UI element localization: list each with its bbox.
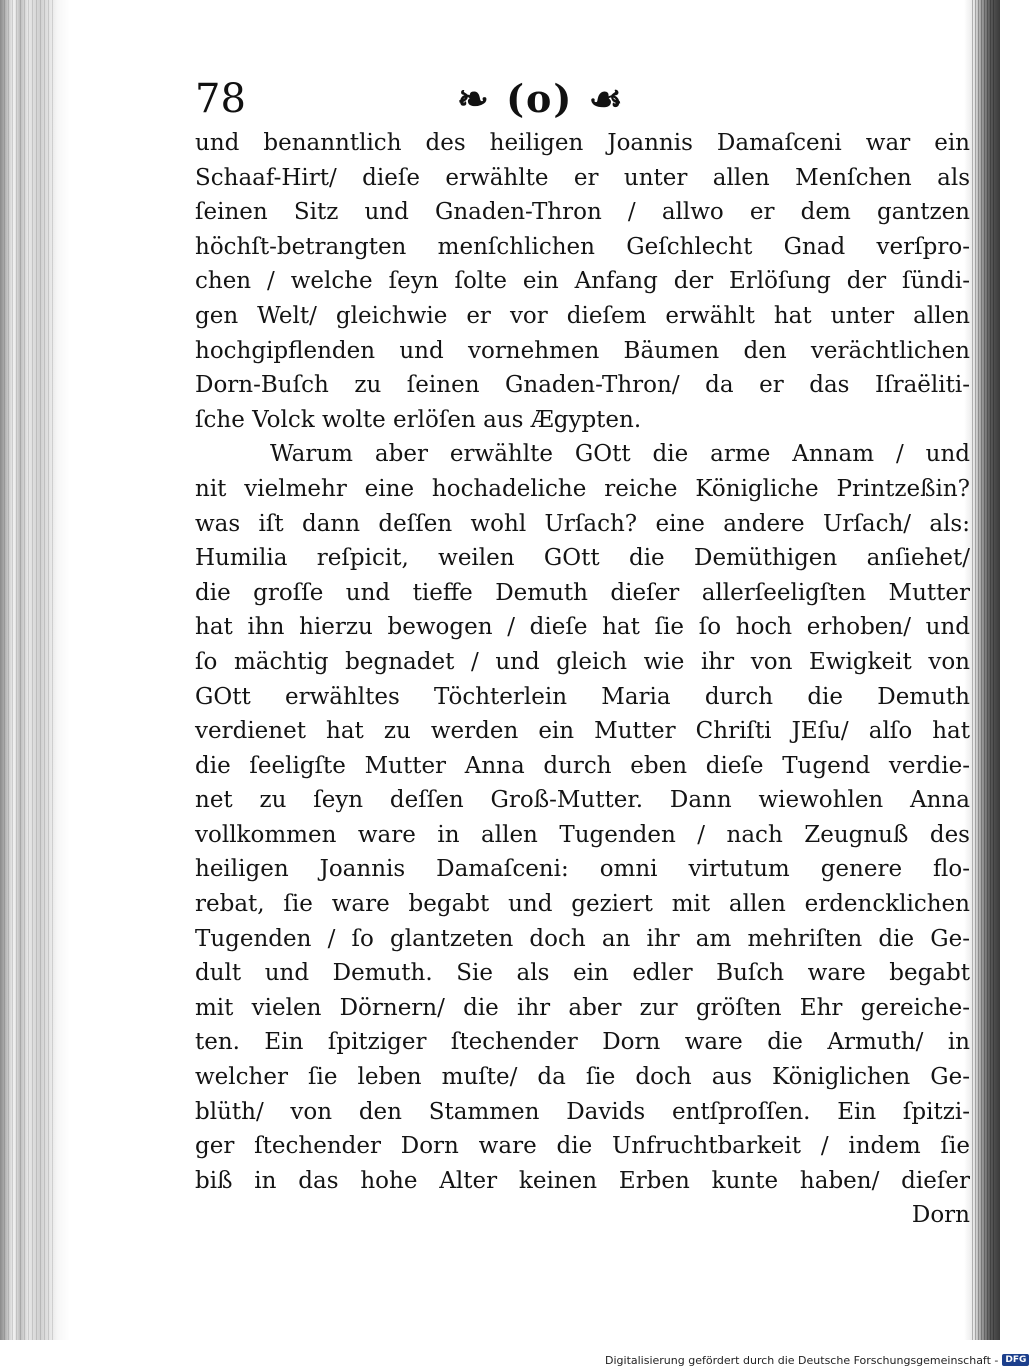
text-line: Tugenden / ſo glantzeten doch an ihr am mehriſten die Ge- (195, 925, 970, 952)
text-line: nit vielmehr eine hochadeliche reiche Königliche Printzeßin? (195, 475, 970, 502)
text-line: net zu ſeyn deſſen Groß-Mutter. Dann wiewohlen Anna (195, 787, 970, 814)
text-line: gen Welt/ gleichwie er vor dieſem erwählt hat unter allen (195, 302, 970, 329)
text-line: ger ſtechender Dorn ware die Unfruchtbarkeit / indem ſie (195, 1133, 970, 1160)
digitization-footer (605, 1350, 1027, 1370)
page-header (195, 76, 975, 128)
body-text (195, 126, 970, 1233)
text-line: heiligen Joannis Damaſceni: omni virtutum genere flo- (195, 856, 970, 883)
text-line: ſeinen Sitz und Gnaden-Thron / allwo er dem gantzen (195, 199, 970, 226)
text-line: Warum aber erwählte GOtt die arme Annam / und (270, 441, 970, 468)
catchword: Dorn (911, 1202, 970, 1229)
text-line: die ſeeligſte Mutter Anna durch eben dieſe Tugend verdie- (195, 752, 970, 779)
header-ornament: ❧ (o) ☙ (457, 76, 625, 121)
text-line: blüth/ von den Stammen Davids entſproſſen. Ein ſpitzi- (195, 1098, 970, 1125)
text-line: welcher ſie leben muſte/ da ſie doch aus Königlichen Ge- (195, 1064, 970, 1091)
right-edge-texture (972, 0, 994, 1340)
text-line: vollkommen ware in allen Tugenden / nach Zeugnuß des (195, 821, 970, 848)
dfg-logo-badge: DFG (1002, 1354, 1029, 1366)
text-line: mit vielen Dörnern/ die ihr aber zur gröſten Ehr gereiche- (195, 994, 970, 1021)
text-line: biß in das hohe Alter keinen Erben kunte haben/ dieſer (195, 1167, 970, 1194)
text-line: ſche Volck wolte erlöſen aus Ægypten. (195, 406, 642, 433)
text-line: Schaaf-Hirt/ dieſe erwählte er unter allen Menſchen als (195, 164, 970, 191)
text-line: Dorn-Buſch zu ſeinen Gnaden-Thron/ da er das Iſraëliti- (195, 372, 970, 399)
text-line: ſo mächtig begnadet / und gleich wie ihr von Ewigkeit von (195, 648, 970, 675)
footer-text: Digitalisierung gefördert durch die Deutsche Forschungsgemeinschaft - (605, 1353, 999, 1367)
text-line: hat ihn hierzu bewogen / dieſe hat ſie ſo hoch erhoben/ und (195, 614, 970, 641)
text-line: hochgipflenden und vornehmen Bäumen den verächtlichen (195, 337, 970, 364)
text-line: rebat, ſie ware begabt und geziert mit allen erdencklichen (195, 891, 970, 918)
spine-texture (4, 0, 54, 1340)
text-line: verdienet hat zu werden ein Mutter Chriſti JEſu/ alſo hat (195, 718, 970, 745)
text-line: chen / welche ſeyn ſolte ein Anfang der Erlöſung der ſündi- (195, 268, 970, 295)
text-line: und benanntlich des heiligen Joannis Damaſceni war ein (195, 130, 970, 156)
text-line: die groſſe und tieffe Demuth dieſer allerſeeligſten Mutter (195, 579, 970, 606)
text-line: was iſt dann deſſen wohl Urſach? eine andere Urſach/ als: (195, 510, 970, 537)
page-number: 78 (195, 76, 246, 122)
text-line: ten. Ein ſpitziger ſtechender Dorn ware die Armuth/ in (195, 1029, 970, 1056)
text-line: GOtt erwähltes Töchterlein Maria durch die Demuth (195, 683, 970, 710)
text-line: höchſt-betrangten menſchlichen Geſchlecht Gnad verſpro- (195, 233, 970, 260)
text-line: Humilia reſpicit, weilen GOtt die Demüthigen anſiehet/ (195, 545, 970, 572)
text-line: dult und Demuth. Sie als ein edler Buſch ware begabt (195, 960, 970, 987)
